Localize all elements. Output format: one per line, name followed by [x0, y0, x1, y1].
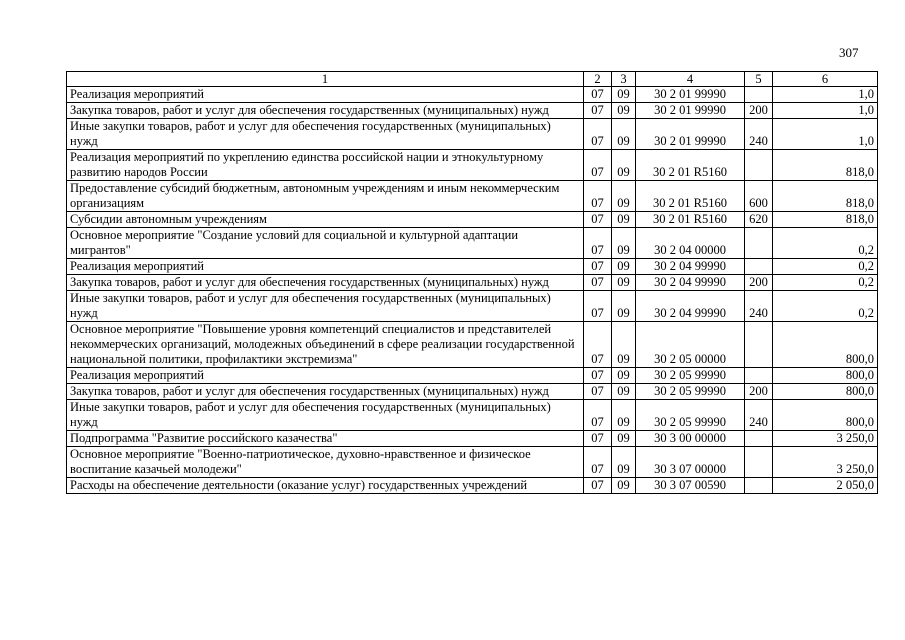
cell-name: Реализация мероприятий	[67, 87, 584, 103]
table-row	[67, 87, 878, 103]
cell-section: 07	[584, 259, 612, 275]
cell-name: Подпрограмма "Развитие российского казачества"	[67, 431, 584, 447]
cell-expense-type	[745, 478, 773, 494]
cell-expense-type	[745, 368, 773, 384]
cell-expense-type: 240	[745, 400, 773, 431]
cell-target-article: 30 2 01 99990	[636, 119, 745, 150]
cell-name: Расходы на обеспечение деятельности (оказание услуг) государственных учреждений	[67, 478, 584, 494]
cell-section: 07	[584, 478, 612, 494]
table-row	[67, 384, 878, 400]
cell-target-article: 30 3 07 00590	[636, 478, 745, 494]
cell-subsection: 09	[612, 228, 636, 259]
cell-amount: 2 050,0	[773, 478, 878, 494]
cell-section: 07	[584, 384, 612, 400]
cell-section: 07	[584, 322, 612, 368]
cell-name: Закупка товаров, работ и услуг для обеспечения государственных (муниципальных) нужд	[67, 103, 584, 119]
cell-section: 07	[584, 119, 612, 150]
cell-target-article: 30 2 05 00000	[636, 322, 745, 368]
header-col-5: 5	[745, 72, 773, 87]
cell-section: 07	[584, 447, 612, 478]
cell-amount: 818,0	[773, 212, 878, 228]
table-row	[67, 400, 878, 431]
cell-expense-type	[745, 150, 773, 181]
table-row	[67, 368, 878, 384]
cell-target-article: 30 2 01 R5160	[636, 212, 745, 228]
cell-amount: 818,0	[773, 150, 878, 181]
page-number: 307	[839, 45, 859, 60]
cell-amount: 818,0	[773, 181, 878, 212]
cell-section: 07	[584, 103, 612, 119]
budget-table	[66, 71, 878, 494]
cell-amount: 1,0	[773, 119, 878, 150]
table-row	[67, 150, 878, 181]
cell-name: Реализация мероприятий	[67, 259, 584, 275]
cell-expense-type: 600	[745, 181, 773, 212]
cell-name: Иные закупки товаров, работ и услуг для обеспечения государственных (муниципальных) нужд	[67, 119, 584, 150]
cell-name: Закупка товаров, работ и услуг для обеспечения государственных (муниципальных) нужд	[67, 275, 584, 291]
cell-section: 07	[584, 400, 612, 431]
cell-expense-type	[745, 259, 773, 275]
cell-subsection: 09	[612, 431, 636, 447]
cell-amount: 800,0	[773, 400, 878, 431]
cell-expense-type: 200	[745, 275, 773, 291]
cell-name: Реализация мероприятий	[67, 368, 584, 384]
cell-amount: 0,2	[773, 259, 878, 275]
cell-section: 07	[584, 181, 612, 212]
cell-subsection: 09	[612, 400, 636, 431]
cell-name: Иные закупки товаров, работ и услуг для обеспечения государственных (муниципальных) нужд	[67, 400, 584, 431]
cell-subsection: 09	[612, 275, 636, 291]
cell-section: 07	[584, 228, 612, 259]
table-row	[67, 181, 878, 212]
cell-subsection: 09	[612, 368, 636, 384]
cell-target-article: 30 2 05 99990	[636, 368, 745, 384]
cell-subsection: 09	[612, 181, 636, 212]
cell-expense-type: 240	[745, 119, 773, 150]
table-row	[67, 119, 878, 150]
cell-target-article: 30 2 04 99990	[636, 259, 745, 275]
cell-name: Субсидии автономным учреждениям	[67, 212, 584, 228]
table-row	[67, 259, 878, 275]
cell-target-article: 30 2 01 99990	[636, 103, 745, 119]
cell-subsection: 09	[612, 87, 636, 103]
cell-expense-type	[745, 447, 773, 478]
cell-name: Реализация мероприятий по укреплению единства российской нации и этнокультурному развитию народов России	[67, 150, 584, 181]
cell-name: Основное мероприятие "Военно-патриотическое, духовно-нравственное и физическое воспитание казачьей молодежи"	[67, 447, 584, 478]
header-col-3: 3	[612, 72, 636, 87]
cell-expense-type: 200	[745, 384, 773, 400]
cell-amount: 0,2	[773, 291, 878, 322]
cell-expense-type: 620	[745, 212, 773, 228]
cell-subsection: 09	[612, 259, 636, 275]
cell-target-article: 30 2 01 R5160	[636, 150, 745, 181]
cell-subsection: 09	[612, 291, 636, 322]
cell-amount: 0,2	[773, 228, 878, 259]
cell-target-article: 30 2 01 99990	[636, 87, 745, 103]
cell-amount: 800,0	[773, 322, 878, 368]
cell-section: 07	[584, 431, 612, 447]
cell-section: 07	[584, 275, 612, 291]
cell-target-article: 30 2 05 99990	[636, 400, 745, 431]
header-col-4: 4	[636, 72, 745, 87]
header-col-6: 6	[773, 72, 878, 87]
table-row	[67, 103, 878, 119]
cell-target-article: 30 2 04 00000	[636, 228, 745, 259]
cell-target-article: 30 2 05 99990	[636, 384, 745, 400]
cell-expense-type	[745, 87, 773, 103]
header-col-1: 1	[67, 72, 584, 87]
cell-subsection: 09	[612, 384, 636, 400]
cell-name: Предоставление субсидий бюджетным, автономным учреждениям и иным некоммерческим организациям	[67, 181, 584, 212]
cell-name: Иные закупки товаров, работ и услуг для обеспечения государственных (муниципальных) нужд	[67, 291, 584, 322]
cell-section: 07	[584, 291, 612, 322]
table-row	[67, 447, 878, 478]
header-col-2: 2	[584, 72, 612, 87]
cell-target-article: 30 3 07 00000	[636, 447, 745, 478]
table-row	[67, 275, 878, 291]
table-row	[67, 212, 878, 228]
cell-subsection: 09	[612, 103, 636, 119]
header-row	[67, 72, 878, 87]
table-row	[67, 478, 878, 494]
cell-name: Основное мероприятие "Повышение уровня компетенций специалистов и представителей некоммерческих организаций, молодежных объединений в сфере реализации государственной национальной политики, профилактики экстремизма"	[67, 322, 584, 368]
cell-expense-type	[745, 228, 773, 259]
cell-name: Основное мероприятие "Создание условий для социальной и культурной адаптации мигрантов"	[67, 228, 584, 259]
cell-target-article: 30 2 01 R5160	[636, 181, 745, 212]
cell-section: 07	[584, 368, 612, 384]
cell-amount: 1,0	[773, 87, 878, 103]
cell-section: 07	[584, 87, 612, 103]
cell-expense-type: 200	[745, 103, 773, 119]
cell-target-article: 30 3 00 00000	[636, 431, 745, 447]
cell-subsection: 09	[612, 447, 636, 478]
cell-amount: 0,2	[773, 275, 878, 291]
cell-expense-type	[745, 322, 773, 368]
cell-target-article: 30 2 04 99990	[636, 275, 745, 291]
table-row	[67, 291, 878, 322]
table-row	[67, 322, 878, 368]
table-row	[67, 228, 878, 259]
cell-subsection: 09	[612, 322, 636, 368]
cell-name: Закупка товаров, работ и услуг для обеспечения государственных (муниципальных) нужд	[67, 384, 584, 400]
cell-amount: 3 250,0	[773, 447, 878, 478]
cell-subsection: 09	[612, 478, 636, 494]
cell-subsection: 09	[612, 150, 636, 181]
cell-expense-type: 240	[745, 291, 773, 322]
table-row	[67, 431, 878, 447]
cell-amount: 1,0	[773, 103, 878, 119]
cell-amount: 800,0	[773, 384, 878, 400]
cell-section: 07	[584, 150, 612, 181]
cell-target-article: 30 2 04 99990	[636, 291, 745, 322]
cell-subsection: 09	[612, 119, 636, 150]
cell-amount: 800,0	[773, 368, 878, 384]
cell-section: 07	[584, 212, 612, 228]
cell-expense-type	[745, 431, 773, 447]
cell-amount: 3 250,0	[773, 431, 878, 447]
cell-subsection: 09	[612, 212, 636, 228]
